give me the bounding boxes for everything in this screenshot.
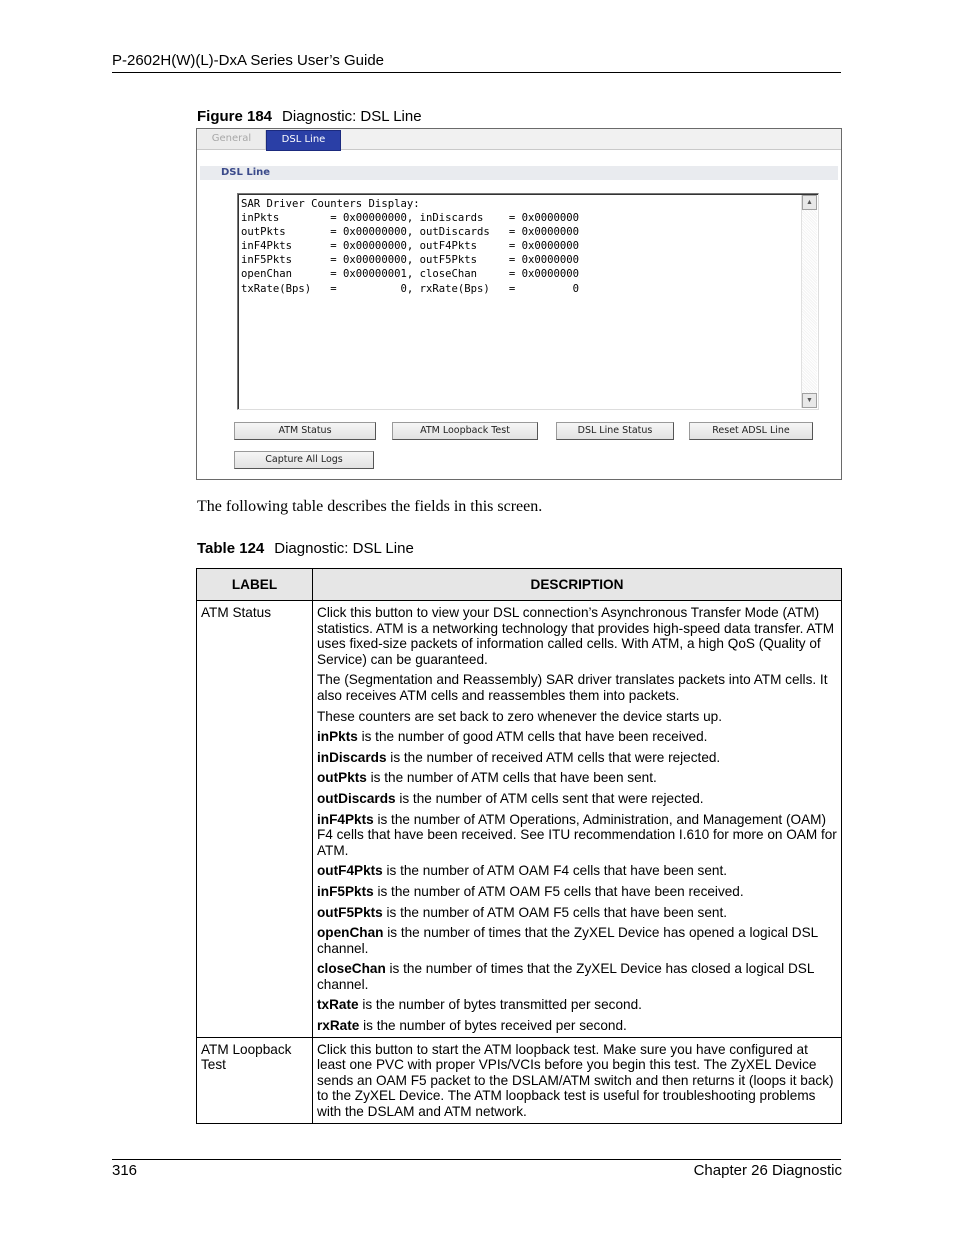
field-term: outDiscards [317, 790, 396, 806]
table-caption [197, 540, 414, 557]
field-description: is the number of times that the ZyXEL Device has closed a logical DSL channel. [317, 961, 814, 992]
description-paragraph [317, 770, 837, 786]
scroll-down-arrow-icon[interactable]: ▼ [802, 393, 817, 408]
field-term: outF4Pkts [317, 863, 383, 879]
header-rule [112, 72, 841, 73]
field-description: These counters are set back to zero whenever the device starts up. [317, 708, 723, 724]
page-number: 316 [112, 1162, 138, 1179]
tab-dsl-line[interactable]: DSL Line [266, 130, 341, 151]
label-column-header: LABEL [197, 569, 313, 601]
table-row [197, 601, 842, 1038]
field-description: Click this button to start the ATM loopback test. Make sure you have configured at least one PVC with proper VPIs/VCIs before you begin this test. The ZyXEL Device sends an OAM F5 packet to the DSLAM/ATM switch and then returns it (loops it back) to the ZyXEL Device. The ATM loopback test is useful for troubleshooting problems with the DSLAM and ATM network. [317, 1041, 834, 1120]
description-paragraph [317, 709, 837, 725]
field-term: outPkts [317, 770, 367, 786]
dsl-line-status-button[interactable]: DSL Line Status [556, 422, 674, 440]
counter-line: SAR Driver Counters Display: [241, 198, 420, 210]
field-term: inF5Pkts [317, 883, 374, 899]
counter-line: outPkts = 0x00000000, outDiscards = 0x0000000 [241, 226, 580, 239]
description-paragraph [317, 863, 837, 879]
description-paragraph [317, 750, 837, 766]
field-description: is the number of ATM OAM F5 cells that have been sent. [382, 904, 728, 920]
field-term: inDiscards [317, 749, 387, 765]
field-term: rxRate [317, 1018, 360, 1034]
field-description: is the number of times that the ZyXEL Device has opened a logical DSL channel. [317, 925, 818, 956]
description-paragraph [317, 791, 837, 807]
counter-line: inF5Pkts = 0x00000000, outF5Pkts = 0x0000000 [241, 254, 580, 267]
counter-line: inPkts = 0x00000000, inDiscards = 0x0000000 [241, 212, 580, 225]
field-term: txRate [317, 997, 359, 1013]
field-description: is the number of received ATM cells that were rejected. [386, 749, 721, 765]
description-column-header: DESCRIPTION [313, 569, 842, 601]
field-description: Click this button to view your DSL connection’s Asynchronous Transfer Mode (ATM) statistics. ATM is a networking technology that provides high-speed data transfer. ATM uses fixed-size packets of information called cells. With ATM, a high QoS (Quality of Service) can be guaranteed. [317, 605, 835, 667]
reset-adsl-line-button[interactable]: Reset ADSL Line [689, 422, 813, 440]
field-description: is the number of bytes transmitted per second. [358, 997, 642, 1013]
row-description [313, 1037, 842, 1123]
description-paragraph [317, 1018, 837, 1034]
table-body [197, 601, 842, 1124]
description-paragraph [317, 961, 837, 992]
textarea-scrollbar[interactable] [801, 195, 817, 408]
description-paragraph [317, 884, 837, 900]
atm-status-button[interactable]: ATM Status [234, 422, 376, 440]
field-description: is the number of ATM cells that have been sent. [366, 770, 657, 786]
field-description: is the number of ATM OAM F5 cells that have been received. [373, 883, 744, 899]
description-paragraph [317, 672, 837, 703]
counter-line: inF4Pkts = 0x00000000, outF4Pkts = 0x0000000 [241, 240, 580, 253]
description-paragraph [317, 905, 837, 921]
tab-general[interactable]: General [198, 130, 266, 149]
field-term: outF5Pkts [317, 904, 383, 920]
field-description: The (Segmentation and Reassembly) SAR driver translates packets into ATM cells. It also receives ATM cells and reassembles them into packets. [317, 672, 828, 703]
tab-bar [197, 129, 841, 150]
row-label: ATM Status [197, 601, 313, 1038]
counters-text [241, 197, 579, 296]
field-term: openChan [317, 925, 384, 941]
counter-line: openChan = 0x00000001, closeChan = 0x0000000 [241, 268, 580, 281]
row-label: ATM Loopback Test [197, 1037, 313, 1123]
field-description: is the number of ATM cells sent that were rejected. [395, 790, 704, 806]
field-description: is the number of ATM OAM F4 cells that have been sent. [382, 863, 728, 879]
dsl-line-screen [196, 128, 842, 480]
description-table [196, 568, 842, 1124]
description-paragraph [317, 997, 837, 1013]
intro-text: The following table describes the fields in this screen. [197, 498, 543, 515]
description-paragraph [317, 605, 837, 667]
chapter-title: Chapter 26 Diagnostic [693, 1162, 842, 1179]
description-paragraph [317, 812, 837, 859]
row-description [313, 601, 842, 1038]
table-title: Diagnostic: DSL Line [274, 540, 414, 557]
section-title: DSL Line [200, 166, 838, 180]
field-description: is the number of ATM Operations, Administration, and Management (OAM) F4 cells that have been received. See ITU recommendation I.610 for more on OAM for ATM. [317, 811, 837, 858]
description-paragraph [317, 729, 837, 745]
counter-line: txRate(Bps) = 0, rxRate(Bps) = 0 [241, 282, 580, 295]
figure-caption [197, 108, 422, 125]
figure-title: Diagnostic: DSL Line [282, 108, 422, 125]
description-paragraph [317, 1042, 837, 1120]
table-header-row [197, 569, 842, 601]
field-term: closeChan [317, 961, 386, 977]
footer-rule [112, 1159, 841, 1160]
field-description: is the number of good ATM cells that have been received. [357, 729, 708, 745]
table-row [197, 1037, 842, 1123]
running-header: P-2602H(W)(L)-DxA Series User’s Guide [112, 52, 385, 69]
capture-all-logs-button[interactable]: Capture All Logs [234, 451, 374, 469]
field-term: inF4Pkts [317, 811, 374, 827]
figure-label: Figure 184 [197, 108, 273, 125]
atm-loopback-test-button[interactable]: ATM Loopback Test [392, 422, 538, 440]
table-label: Table 124 [197, 540, 265, 557]
field-description: is the number of bytes received per second. [359, 1018, 627, 1034]
scroll-up-arrow-icon[interactable]: ▲ [802, 195, 817, 210]
description-paragraph [317, 925, 837, 956]
field-term: inPkts [317, 729, 358, 745]
counters-textarea[interactable] [237, 193, 819, 410]
